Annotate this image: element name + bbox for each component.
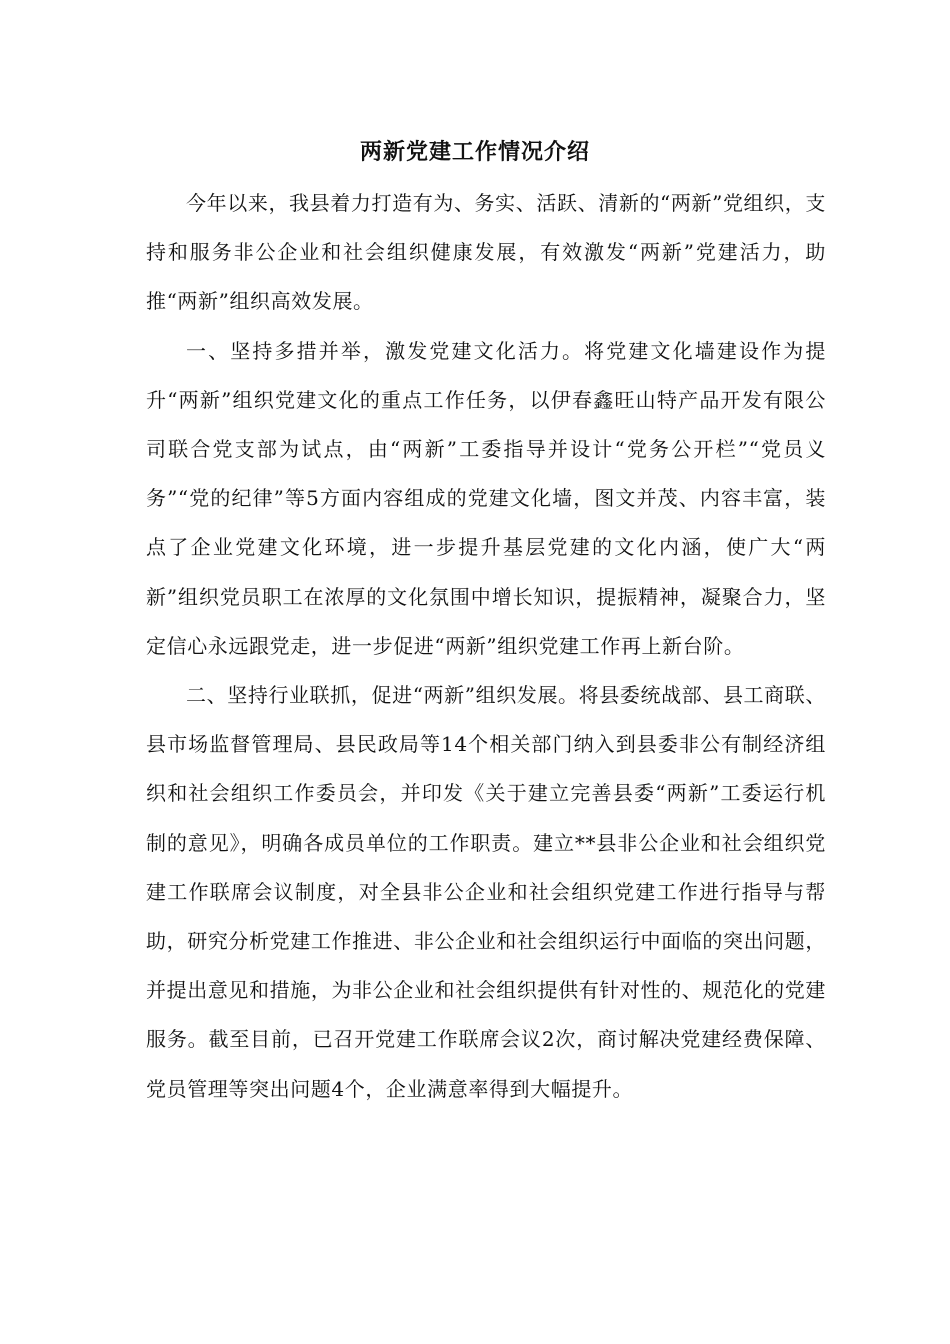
paragraph-section-1: 一、坚持多措并举，激发党建文化活力。将党建文化墙建设作为提升“两新”组织党建文化的重点工作任务，以伊春鑫旺山特产品开发有限公司联合党支部为试点，由“两新”工委指导并设计“党务公开栏”“党员义务”“党的纪律”等5方面内容组成的党建文化墙，图文并茂、内容丰富，装点了企业党建文化环境，进一步提升基层党建的文化内涵，使广大“两新”组织党员职工在浓厚的文化氛围中增长知识，提振精神，凝聚合力，坚定信心永远跟党走，进一步促进“两新”组织党建工作再上新台阶。: [146, 338, 826, 658]
document-title: 两新党建工作情况介绍: [359, 139, 590, 165]
paragraph-section-2: 二、坚持行业联抓，促进“两新”组织发展。将县委统战部、县工商联、县市场监督管理局、县民政局等14个相关部门纳入到县委非公有制经济组织和社会组织工作委员会，并印发《关于建立完善县委“两新”工委运行机制的意见》，明确各成员单位的工作职责。建立**县非公企业和社会组织党建工作联席会议制度，对全县非公企业和社会组织党建工作进行指导与帮助，研究分析党建工作推进、非公企业和社会组织运行中面临的突出问题，并提出意见和措施，为非公企业和社会组织提供有针对性的、规范化的党建服务。截至目前，已召开党建工作联席会议2次，商讨解决党建经费保障、党员管理等突出问题4个，企业满意率得到大幅提升。: [146, 683, 826, 1101]
document-body: [146, 179, 826, 1114]
paragraph-intro: 今年以来，我县着力打造有为、务实、活跃、清新的“两新”党组织，支持和服务非公企业和社会组织健康发展，有效激发“两新”党建活力，助推“两新”组织高效发展。: [146, 191, 826, 314]
